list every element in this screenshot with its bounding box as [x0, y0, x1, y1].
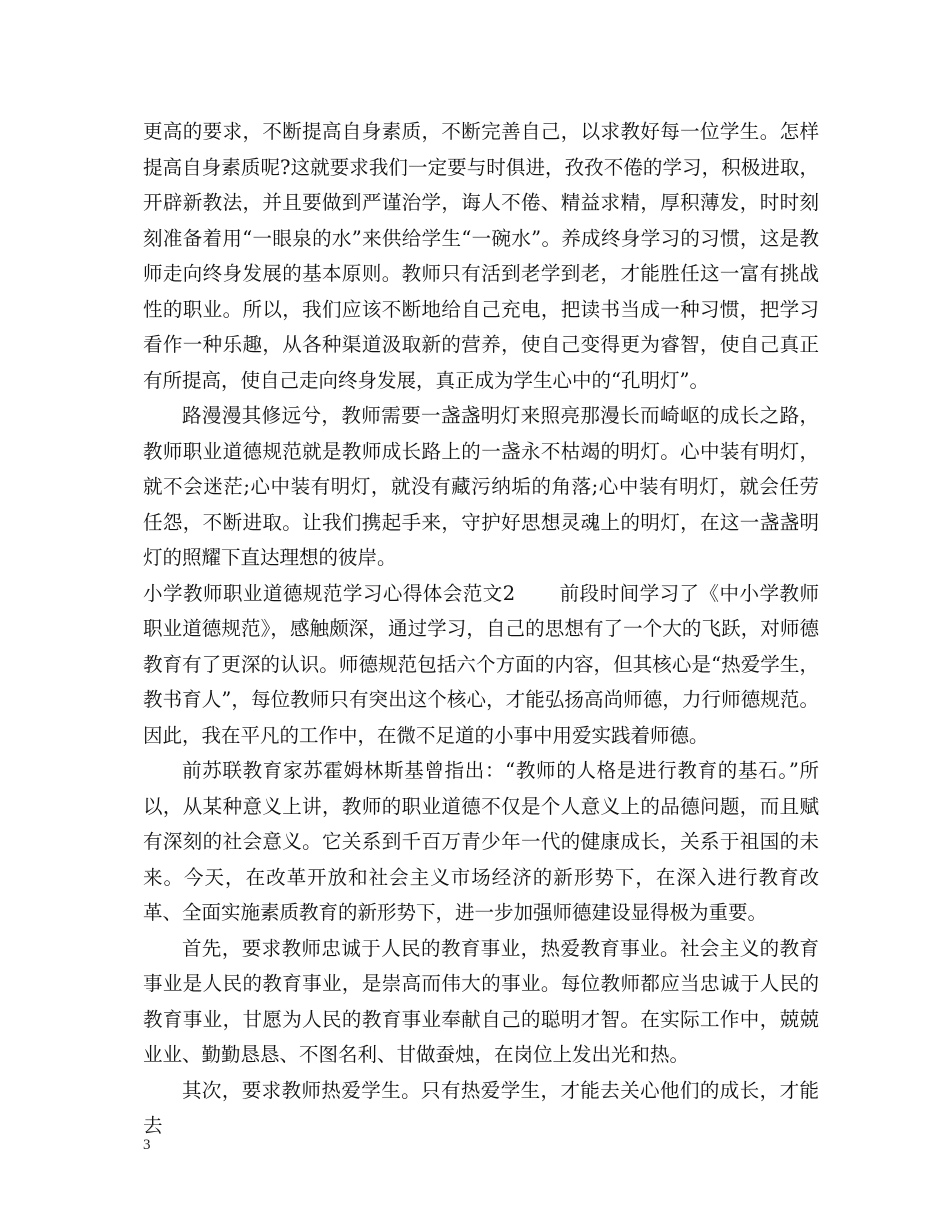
- paragraph-lamp: 路漫漫其修远兮，教师需要一盏盏明灯来照亮那漫长而崎岖的成长之路，教师职业道德规范就是教师成长路上的一盏永不枯竭的明灯。心中装有明灯，就不会迷茫;心中装有明灯，就没有藏污纳垢的角落;心中装有明灯，就会任劳任怨，不断进取。让我们携起手来，守护好思想灵魂上的明灯，在这一盏盏明灯的照耀下直达理想的彼岸。: [143, 404, 819, 569]
- page-number: 3: [143, 1137, 151, 1153]
- section-body: 前段时间学习了《中小学教师职业道德规范》，感触颇深，通过学习，自己的思想有了一个大的飞跃，对师德教育有了更深的认识。师德规范包括六个方面的内容，但其核心是“热爱学生，教书育人”，每位教师只有突出这个核心，才能弘扬高尚师德，力行师德规范。因此，我在平凡的工作中，在微不足道的小事中用爱实践着师德。: [143, 581, 819, 747]
- paragraph-second: 其次，要求教师热爱学生。只有热爱学生，才能去关心他们的成长，才能去: [143, 1078, 819, 1137]
- paragraph-continuation: 更高的要求，不断提高自身素质，不断完善自己，以求教好每一位学生。怎样提高自身素质呢?这就要求我们一定要与时俱进，孜孜不倦的学习，积极进取，开辟新教法，并且要做到严谨治学，诲人不倦、精益求精，厚积薄发，时时刻刻准备着用“一眼泉的水”来供给学生“一碗水”。养成终身学习的习惯，这是教师走向终身发展的基本原则。教师只有活到老学到老，才能胜任这一富有挑战性的职业。所以，我们应该不断地给自己充电，把读书当成一种习惯，把学习看作一种乐趣，从各种渠道汲取新的营养，使自己变得更为睿智，使自己真正有所提高，使自己走向终身发展，真正成为学生心中的“孔明灯”。: [143, 120, 819, 392]
- paragraph-sukhomlinsky: 前苏联教育家苏霍姆林斯基曾指出：“教师的人格是进行教育的基石。”所以，从某种意义上讲，教师的职业道德不仅是个人意义上的品德问题，而且赋有深刻的社会意义。它关系到千百万青少年一代的健康成长，关系于祖国的未来。今天，在改革开放和社会主义市场经济的新形势下，在深入进行教育改革、全面实施素质教育的新形势下，进一步加强师德建设显得极为重要。: [143, 759, 819, 924]
- paragraph-first: 首先，要求教师忠诚于人民的教育事业，热爱教育事业。社会主义的教育事业是人民的教育事业，是崇高而伟大的事业。每位教师都应当忠诚于人民的教育事业，甘愿为人民的教育事业奉献自己的聪明才智。在实际工作中，兢兢业业、勤勤恳恳、不图名利、甘做蚕烛，在岗位上发出光和热。: [143, 936, 819, 1066]
- section-title: 小学教师职业道德规范学习心得体会范文2: [143, 581, 516, 605]
- section-paragraph: [143, 576, 819, 754]
- document-body: [143, 114, 819, 1144]
